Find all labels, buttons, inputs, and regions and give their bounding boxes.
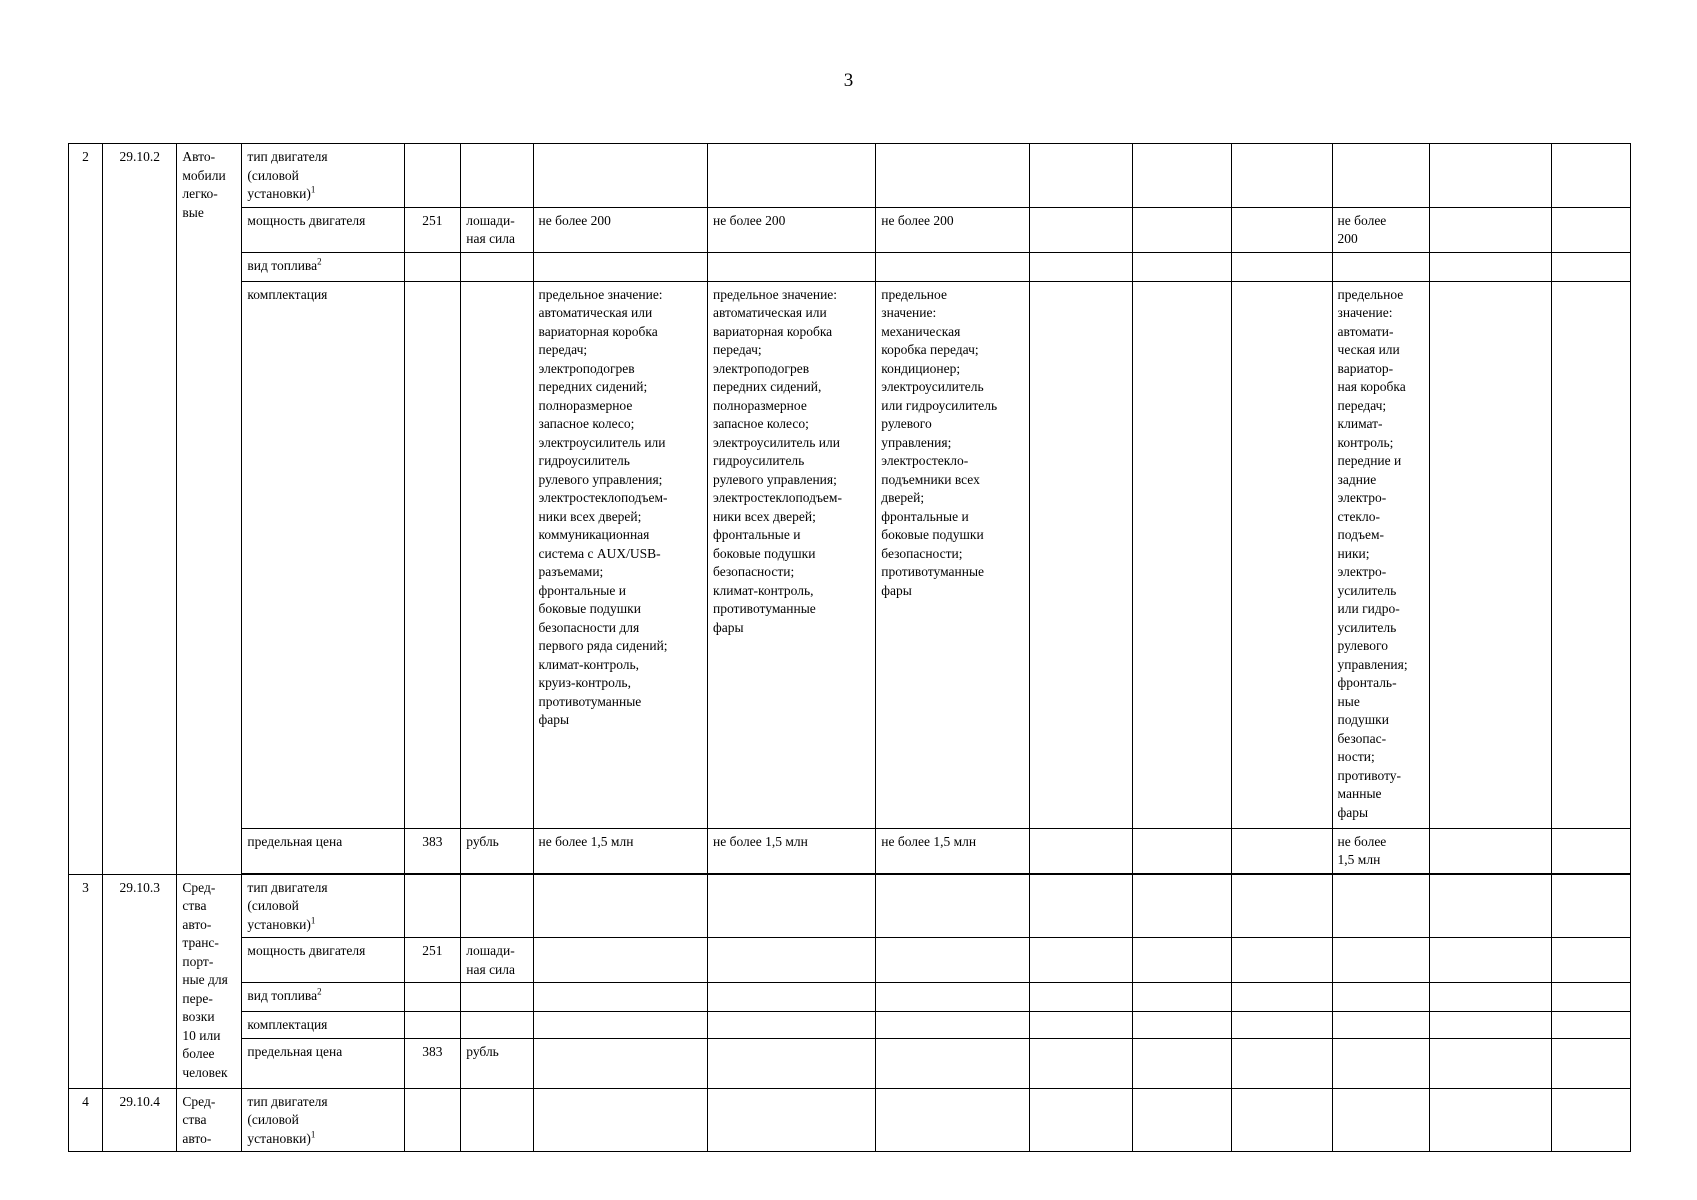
- value-cell: не более 200: [1332, 207, 1429, 252]
- table-row: [69, 207, 1631, 252]
- value-cell: не более 1,5 млн: [1332, 828, 1429, 873]
- table-row: [69, 1088, 1631, 1152]
- characteristic-name: комплектация: [242, 1012, 404, 1039]
- row-number: 2: [69, 144, 103, 875]
- okpd-code: 29.10.3: [103, 874, 177, 1088]
- value-cell: предельное значение: автоматическая или вариаторная коробка передач; электроподогрев передних сидений, полноразмерное запасное колесо; электроусилитель или гидроусилитель рулевого управления; электростеклоподъем- ники всех дверей; фронтальные и боковые подушки безопасности; климат-контроль, противотуманные фары: [708, 281, 876, 828]
- product-name: Сред- ства авто- транс- порт- ные для пере- возки 10 или более человек: [177, 874, 242, 1088]
- row-number: 3: [69, 874, 103, 1088]
- unit-name: лошади- ная сила: [461, 938, 533, 983]
- value-cell: не более 200: [533, 207, 707, 252]
- characteristic-name: мощность двигателя: [242, 938, 404, 983]
- product-name: Авто- мобили легко- вые: [177, 144, 242, 875]
- characteristic-name: вид топлива$^2$: [242, 252, 404, 281]
- okpd-code: 29.10.2: [103, 144, 177, 875]
- characteristic-name: тип двигателя (силовой установки)$^1$: [242, 874, 404, 938]
- table-row: [69, 938, 1631, 983]
- unit-name: лошади- ная сила: [461, 207, 533, 252]
- table-row: [69, 1038, 1631, 1088]
- table-row: [69, 828, 1631, 873]
- characteristic-name: тип двигателя (силовой установки)$^1$: [242, 144, 404, 208]
- value-cell: не более 1,5 млн: [533, 828, 707, 873]
- characteristic-name: комплектация: [242, 281, 404, 828]
- value-cell: не более 1,5 млн: [876, 828, 1030, 873]
- value-cell: не более 200: [708, 207, 876, 252]
- okei-code: 383: [404, 1038, 461, 1088]
- value-cell: не более 200: [876, 207, 1030, 252]
- table-row: [69, 874, 1631, 938]
- okei-code: 251: [404, 207, 461, 252]
- row-number: 4: [69, 1088, 103, 1152]
- unit-name: рубль: [461, 828, 533, 873]
- characteristic-name: мощность двигателя: [242, 207, 404, 252]
- value-cell: не более 1,5 млн: [708, 828, 876, 873]
- page-number: 3: [843, 70, 854, 91]
- okpd-code: 29.10.4: [103, 1088, 177, 1152]
- value-cell: предельное значение: автоматическая или вариаторная коробка передач; электроподогрев передних сидений; полноразмерное запасное колесо; электроусилитель или гидроусилитель рулевого управления; электростеклоподъем- ники всех дверей; коммуникационная система с AUX/USB- разъемами; фронтальные и боковые подушки безопасности для первого ряда сидений; климат-контроль, круиз-контроль, противотуманные фары: [533, 281, 707, 828]
- characteristic-name: вид топлива$^2$: [242, 983, 404, 1012]
- characteristics-table: [68, 143, 1631, 1152]
- table-row: [69, 281, 1631, 828]
- okei-code: 251: [404, 938, 461, 983]
- unit-name: рубль: [461, 1038, 533, 1088]
- product-name: Сред- ства авто-: [177, 1088, 242, 1152]
- value-cell: предельное значение: механическая коробка передач; кондиционер; электроусилитель или гидроусилитель рулевого управления; электростекло- подъемники всех дверей; фронтальные и боковые подушки безопасности; противотуманные фары: [876, 281, 1030, 828]
- table-row: [69, 983, 1631, 1012]
- table-row: [69, 144, 1631, 208]
- characteristic-name: предельная цена: [242, 828, 404, 873]
- value-cell: предельное значение: автомати- ческая или вариатор- ная коробка передач; климат- контроль; передние и задние электро- стекло- подъем- ники; электро- усилитель или гидро- усилитель рулевого управления; фронталь- ные подушки безопас- ности; противоту- манные фары: [1332, 281, 1429, 828]
- characteristic-name: предельная цена: [242, 1038, 404, 1088]
- table-row: [69, 1012, 1631, 1039]
- characteristic-name: тип двигателя (силовой установки)$^1$: [242, 1088, 404, 1152]
- table-row: [69, 252, 1631, 281]
- okei-code: 383: [404, 828, 461, 873]
